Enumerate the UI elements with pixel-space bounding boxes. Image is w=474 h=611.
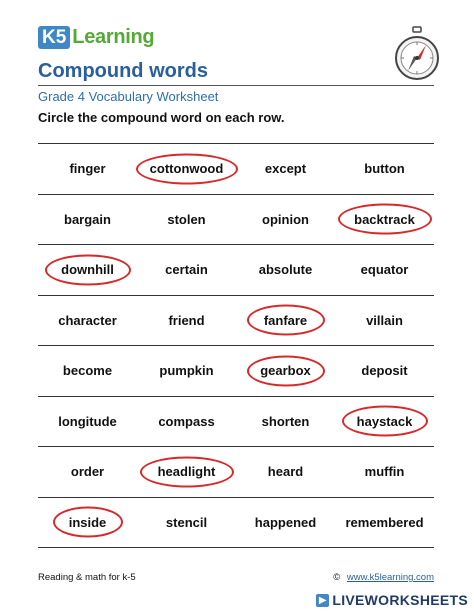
word-cell[interactable]	[38, 245, 137, 295]
word-row	[38, 396, 434, 447]
word-cell[interactable]	[137, 245, 236, 295]
word-row	[38, 143, 434, 194]
word-cell[interactable]	[38, 397, 137, 447]
word-text: fanfare	[263, 312, 308, 328]
word-cell[interactable]	[38, 346, 137, 396]
word-cell[interactable]	[236, 346, 335, 396]
word-row	[38, 244, 434, 295]
word-text: absolute	[258, 262, 313, 278]
word-text: heard	[267, 464, 304, 480]
page-title: Compound words	[38, 60, 208, 82]
word-grid	[38, 143, 434, 548]
word-cell[interactable]	[137, 195, 236, 245]
word-text: bargain	[64, 211, 111, 227]
word-text: inside	[68, 514, 107, 530]
word-cell[interactable]	[137, 498, 236, 547]
page-subtitle: Grade 4 Vocabulary Worksheet	[38, 89, 219, 104]
word-cell[interactable]	[335, 447, 434, 497]
word-text: become	[62, 363, 113, 379]
word-text: haystack	[356, 413, 413, 429]
word-cell[interactable]	[137, 296, 236, 346]
word-text: pumpkin	[159, 363, 214, 379]
word-text: longitude	[58, 413, 117, 429]
word-cell[interactable]	[38, 447, 137, 497]
footer-site	[333, 572, 434, 583]
title-divider	[38, 85, 434, 86]
word-text: certain	[165, 262, 208, 278]
logo-box: K5	[38, 26, 70, 49]
word-cell[interactable]	[236, 195, 335, 245]
word-cell[interactable]	[137, 447, 236, 497]
k5-learning-logo	[38, 26, 154, 49]
word-text: compass	[158, 413, 215, 429]
logo-word: Learning	[72, 26, 155, 48]
word-text: headlight	[157, 464, 216, 480]
word-row	[38, 345, 434, 396]
word-text: downhill	[61, 262, 114, 278]
word-cell[interactable]	[335, 144, 434, 194]
word-cell[interactable]	[236, 447, 335, 497]
footer-tagline: Reading & math for k-5	[38, 572, 136, 583]
word-text: villain	[366, 312, 403, 328]
word-cell[interactable]	[335, 245, 434, 295]
word-text: except	[264, 161, 307, 177]
word-text: shorten	[261, 413, 310, 429]
instruction-text: Circle the compound word on each row.	[38, 110, 285, 125]
word-row	[38, 295, 434, 346]
word-text: backtrack	[354, 211, 415, 227]
word-text: cottonwood	[149, 161, 224, 177]
word-text: stencil	[165, 514, 208, 530]
word-cell[interactable]	[38, 296, 137, 346]
word-cell[interactable]	[38, 498, 137, 547]
word-text: stolen	[167, 211, 206, 227]
word-cell[interactable]	[137, 346, 236, 396]
word-cell[interactable]	[335, 397, 434, 447]
word-cell[interactable]	[38, 195, 137, 245]
word-text: muffin	[364, 464, 405, 480]
word-text: finger	[69, 161, 106, 177]
word-row	[38, 194, 434, 245]
word-text: deposit	[361, 363, 408, 379]
liveworksheets-brand: LIVEWORKSHEETS	[332, 592, 468, 608]
word-row	[38, 497, 434, 548]
word-text: equator	[360, 262, 409, 278]
word-cell[interactable]	[236, 296, 335, 346]
word-cell[interactable]	[38, 144, 137, 194]
word-text: gearbox	[260, 363, 311, 379]
word-cell[interactable]	[335, 296, 434, 346]
liveworksheets-logo	[316, 592, 468, 608]
word-row	[38, 446, 434, 497]
word-text: button	[364, 161, 405, 177]
word-text: opinion	[262, 211, 309, 227]
compass-icon	[393, 26, 441, 82]
word-cell[interactable]	[236, 245, 335, 295]
word-text: remembered	[345, 514, 424, 530]
word-text: order	[70, 464, 105, 480]
word-text: happened	[254, 514, 317, 530]
word-cell[interactable]	[335, 498, 434, 547]
word-cell[interactable]	[335, 346, 434, 396]
footer-link[interactable]: www.k5learning.com	[346, 572, 434, 583]
word-text: friend	[168, 312, 205, 328]
word-cell[interactable]	[236, 397, 335, 447]
word-cell[interactable]	[236, 498, 335, 547]
word-cell[interactable]	[236, 144, 335, 194]
word-cell[interactable]	[137, 397, 236, 447]
word-cell[interactable]	[137, 144, 236, 194]
liveworksheets-icon: ▶	[316, 594, 329, 607]
word-text: character	[58, 312, 117, 328]
word-cell[interactable]	[335, 195, 434, 245]
copyright-symbol: ©	[333, 572, 341, 583]
